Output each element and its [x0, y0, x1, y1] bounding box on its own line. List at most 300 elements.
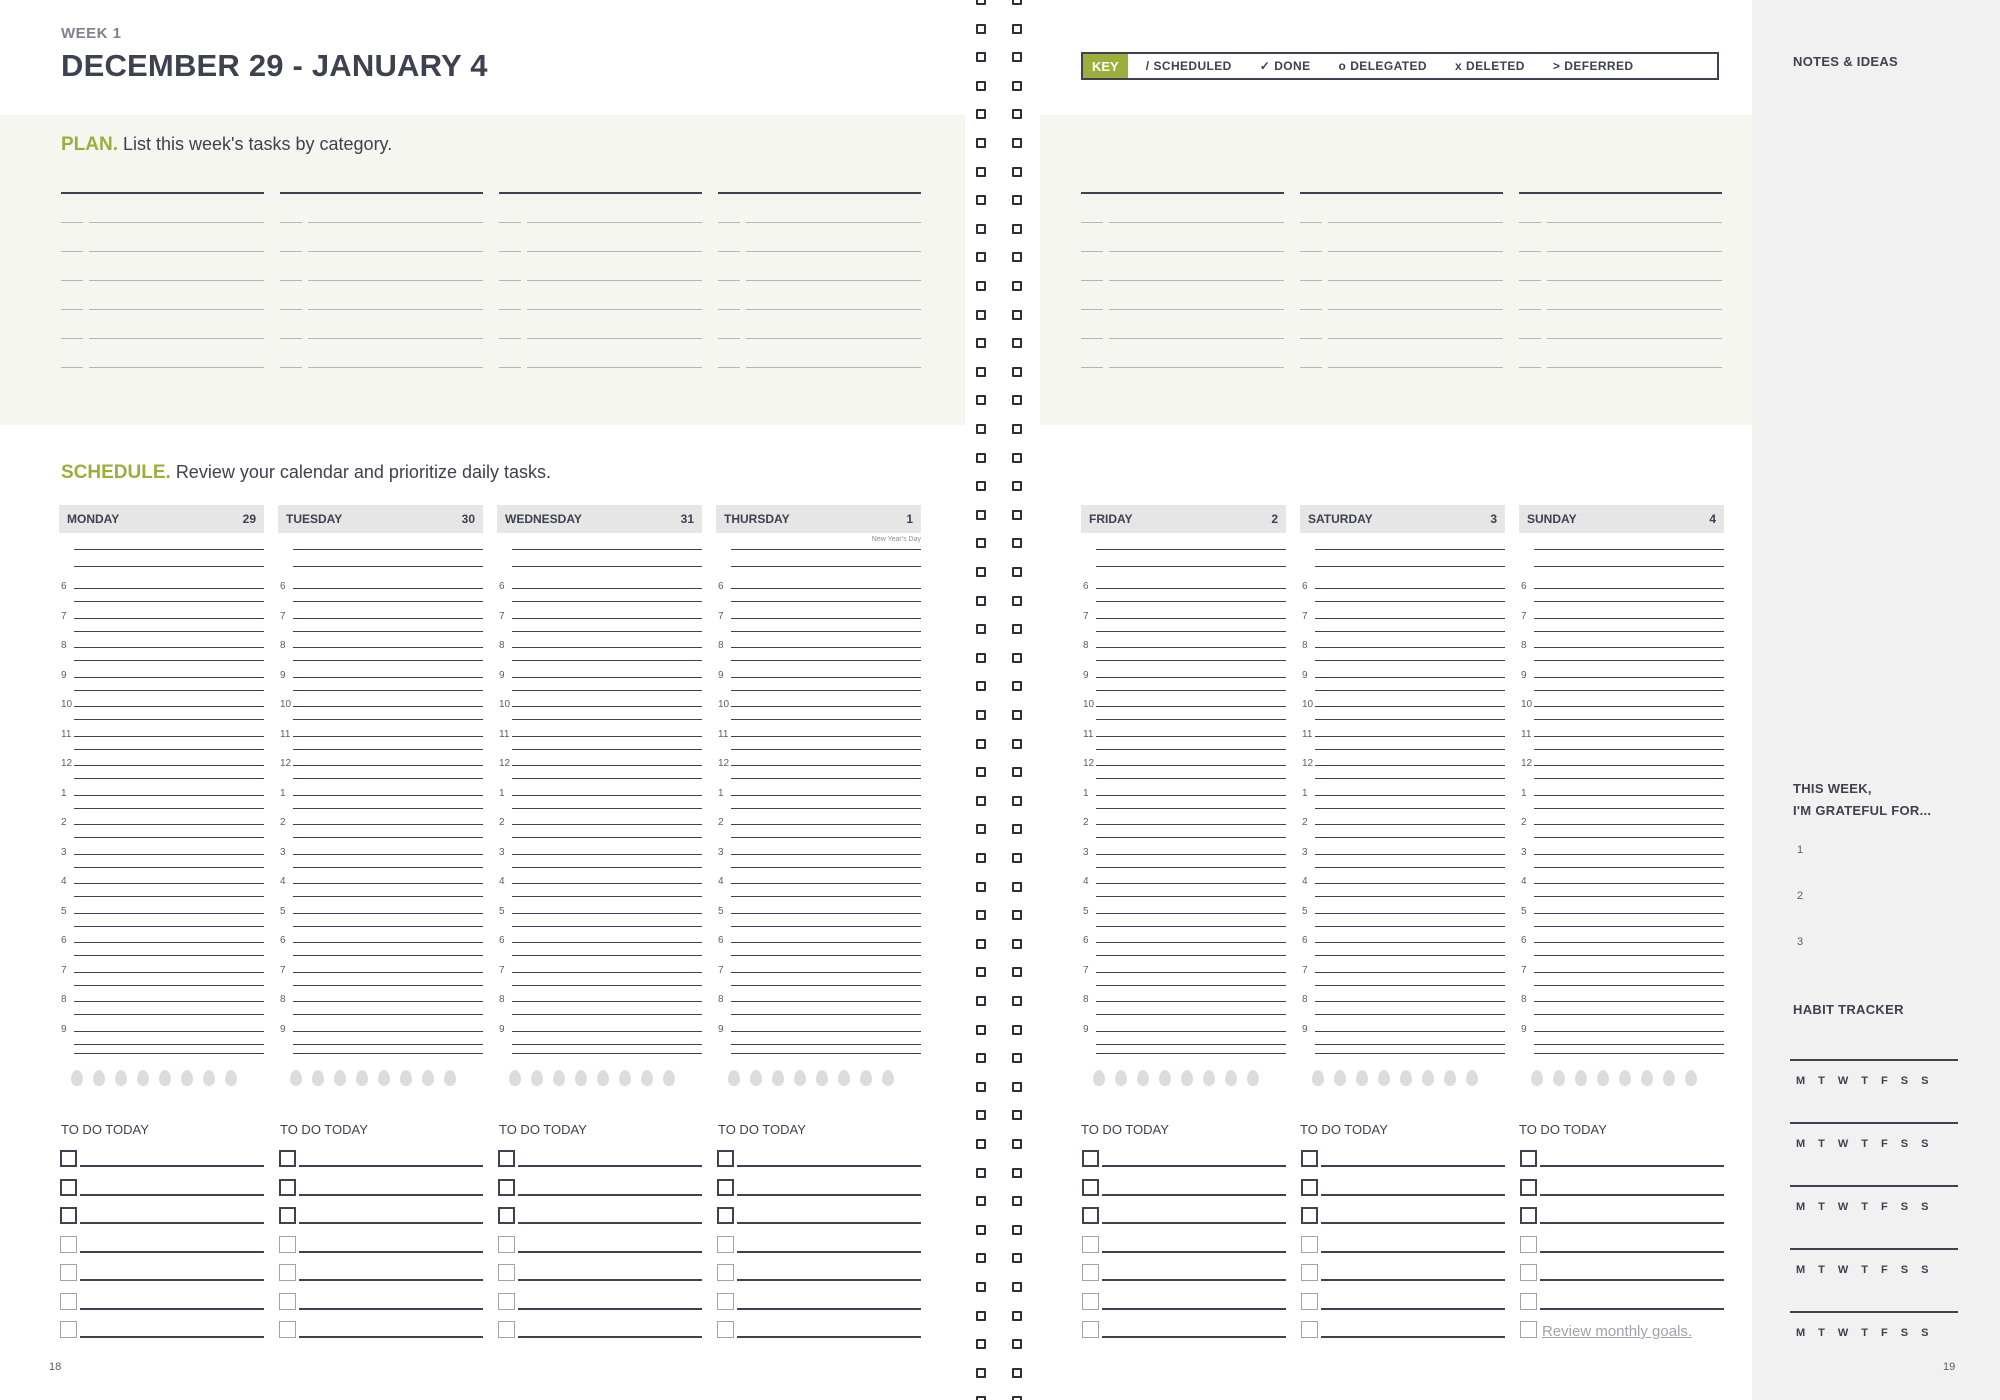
water-drop-icon[interactable] [356, 1070, 368, 1086]
water-drop-icon[interactable] [816, 1070, 828, 1086]
todo-checkbox[interactable] [717, 1264, 734, 1281]
water-drop-icon[interactable] [531, 1070, 543, 1086]
hour-label: 3 [61, 846, 67, 858]
water-drop-icon[interactable] [663, 1070, 675, 1086]
schedule-line [1315, 549, 1505, 550]
todo-line [299, 1222, 483, 1224]
water-drop-icon[interactable] [1225, 1070, 1237, 1086]
todo-checkbox[interactable] [279, 1321, 296, 1338]
todo-checkbox[interactable] [1520, 1264, 1537, 1281]
todo-checkbox[interactable] [498, 1207, 515, 1224]
day-header-saturday [1300, 505, 1505, 533]
plan-line [746, 309, 921, 310]
spiral-ring [976, 853, 986, 863]
day-name: SATURDAY [1308, 512, 1373, 526]
todo-checkbox[interactable] [717, 1321, 734, 1338]
plan-band-right [1040, 115, 1752, 425]
todo-checkbox[interactable] [717, 1293, 734, 1310]
water-drop-icon[interactable] [597, 1070, 609, 1086]
todo-checkbox[interactable] [498, 1264, 515, 1281]
water-drop-icon[interactable] [1641, 1070, 1653, 1086]
spiral-ring [1012, 567, 1022, 577]
circle-icon: o [1338, 59, 1347, 73]
water-drop-icon[interactable] [444, 1070, 456, 1086]
schedule-line [74, 549, 264, 550]
water-drop-icon[interactable] [1334, 1070, 1346, 1086]
hour-label: 8 [1302, 640, 1308, 651]
schedule-line [731, 926, 921, 927]
habit-day[interactable]: W [1837, 1138, 1849, 1150]
spiral-ring [976, 453, 986, 463]
schedule-line [293, 690, 483, 691]
habit-day[interactable]: T [1818, 1138, 1825, 1150]
water-drop-icon[interactable] [1181, 1070, 1193, 1086]
day-header-wednesday [497, 505, 702, 533]
habit-day[interactable]: F [1881, 1264, 1888, 1276]
water-drop-icon[interactable] [575, 1070, 587, 1086]
spiral-ring [1012, 424, 1022, 434]
todo-checkbox[interactable] [498, 1150, 515, 1167]
todo-checkbox[interactable] [1082, 1207, 1099, 1224]
water-drop-icon[interactable] [334, 1070, 346, 1086]
todo-checkbox[interactable] [1520, 1293, 1537, 1310]
todo-checkbox[interactable] [717, 1179, 734, 1196]
habit-days [1796, 1327, 1928, 1339]
habit-day[interactable]: M [1796, 1201, 1806, 1213]
todo-line [1321, 1251, 1505, 1253]
schedule-line [512, 985, 702, 986]
water-drop-icon[interactable] [159, 1070, 171, 1086]
todo-checkbox[interactable] [1520, 1236, 1537, 1253]
schedule-line [1315, 837, 1505, 838]
water-drop-icon[interactable] [1444, 1070, 1456, 1086]
habit-day[interactable]: T [1861, 1264, 1869, 1276]
plan-line [308, 367, 483, 368]
todo-checkbox[interactable] [1301, 1321, 1318, 1338]
spiral-ring [976, 1311, 986, 1321]
habit-day[interactable]: T [1861, 1201, 1869, 1213]
todo-line [80, 1336, 264, 1338]
habit-line [1790, 1248, 1958, 1250]
water-drop-icon[interactable] [1553, 1070, 1565, 1086]
hour-label: 6 [718, 935, 724, 946]
water-drop-icon[interactable] [181, 1070, 193, 1086]
todo-line [518, 1308, 702, 1310]
water-drop-icon[interactable] [728, 1070, 740, 1086]
water-drop-icon[interactable] [422, 1070, 434, 1086]
todo-checkbox[interactable] [1082, 1293, 1099, 1310]
schedule-line [731, 955, 921, 956]
grateful-number: 1 [1797, 844, 1804, 856]
schedule-line [293, 677, 483, 678]
water-drop-icon[interactable] [1378, 1070, 1390, 1086]
schedule-line [512, 647, 702, 648]
water-drop-icon[interactable] [553, 1070, 565, 1086]
schedule-line [1534, 736, 1724, 737]
schedule-line [1096, 601, 1286, 602]
habit-day[interactable]: T [1818, 1327, 1825, 1339]
todo-checkbox[interactable] [1301, 1179, 1318, 1196]
habit-row [1790, 1311, 1958, 1351]
schedule-line [1315, 955, 1505, 956]
habit-day[interactable]: T [1861, 1138, 1869, 1150]
water-drop-icon[interactable] [71, 1070, 83, 1086]
day-header-monday [59, 505, 264, 533]
water-drop-icon[interactable] [290, 1070, 302, 1086]
schedule-description: Review your calendar and prioritize daily tasks. [175, 462, 551, 482]
schedule-line [1315, 1001, 1505, 1002]
habit-day[interactable]: S [1900, 1138, 1909, 1150]
schedule-line [731, 837, 921, 838]
plan-bullet-line [1081, 338, 1103, 339]
water-drop-icon[interactable] [1466, 1070, 1478, 1086]
schedule-line [1534, 867, 1724, 868]
water-drop-icon[interactable] [203, 1070, 215, 1086]
hour-label: 1 [1302, 787, 1308, 799]
water-drop-icon[interactable] [750, 1070, 762, 1086]
plan-bullet-line [718, 222, 740, 223]
habit-day[interactable]: M [1796, 1327, 1806, 1339]
schedule-line [74, 913, 264, 914]
schedule-line [1534, 1053, 1724, 1054]
habit-day[interactable]: S [1900, 1264, 1909, 1276]
habit-day[interactable]: S [1900, 1201, 1909, 1213]
hour-label: 3 [1521, 846, 1527, 858]
schedule-line [293, 618, 483, 619]
todo-checkbox[interactable] [1301, 1207, 1318, 1224]
habit-day[interactable]: F [1881, 1075, 1888, 1087]
todo-checkbox[interactable] [1301, 1236, 1318, 1253]
water-drop-icon[interactable] [1400, 1070, 1412, 1086]
water-drop-icon[interactable] [619, 1070, 631, 1086]
habit-day[interactable]: M [1796, 1138, 1806, 1150]
todo-checkbox[interactable] [60, 1321, 77, 1338]
schedule-line [512, 631, 702, 632]
habit-row [1790, 1248, 1958, 1288]
schedule-line [293, 942, 483, 943]
schedule-line [1534, 1031, 1724, 1032]
hour-label: 9 [1302, 669, 1308, 681]
schedule-line [293, 913, 483, 914]
schedule-line [731, 896, 921, 897]
schedule-line [512, 867, 702, 868]
todo-checkbox[interactable] [60, 1179, 77, 1196]
plan-line [1328, 309, 1503, 310]
hour-label: 12 [718, 758, 730, 769]
hour-label: 5 [1521, 905, 1527, 917]
todo-checkbox[interactable] [60, 1293, 77, 1310]
schedule-line [293, 1001, 483, 1002]
spiral-ring [976, 1053, 986, 1063]
water-drop-icon[interactable] [312, 1070, 324, 1086]
todo-checkbox[interactable] [1520, 1179, 1537, 1196]
plan-band-left [0, 115, 965, 425]
todo-checkbox[interactable] [1520, 1321, 1537, 1338]
water-drop-icon[interactable] [1685, 1070, 1697, 1086]
habit-day[interactable]: M [1796, 1264, 1806, 1276]
habit-day[interactable]: T [1818, 1264, 1825, 1276]
todo-checkbox[interactable] [279, 1264, 296, 1281]
habit-day[interactable]: F [1881, 1201, 1888, 1213]
hour-label: 1 [1083, 787, 1089, 799]
habit-day[interactable]: S [1900, 1075, 1909, 1087]
day-header-thursday [716, 505, 921, 533]
schedule-line [1315, 601, 1505, 602]
water-drop-icon[interactable] [1159, 1070, 1171, 1086]
schedule-line [1315, 854, 1505, 855]
habit-day[interactable]: W [1837, 1327, 1849, 1339]
hour-label: 8 [718, 640, 724, 651]
schedule-line [731, 972, 921, 973]
schedule-line [1315, 647, 1505, 648]
schedule-line [1534, 588, 1724, 589]
spiral-ring [1012, 52, 1022, 62]
schedule-line [74, 1014, 264, 1015]
habit-day[interactable]: S [1900, 1327, 1909, 1339]
water-drop-icon[interactable] [509, 1070, 521, 1086]
plan-bullet-line [280, 367, 302, 368]
todo-checkbox[interactable] [60, 1207, 77, 1224]
todo-checkbox[interactable] [279, 1179, 296, 1196]
schedule-line [1315, 736, 1505, 737]
water-drop-icon[interactable] [794, 1070, 806, 1086]
habit-day[interactable]: T [1818, 1075, 1825, 1087]
schedule-line [512, 660, 702, 661]
plan-header-line [1519, 192, 1722, 194]
schedule-line [1315, 867, 1505, 868]
schedule-line [731, 942, 921, 943]
habit-day[interactable]: T [1861, 1327, 1869, 1339]
schedule-line [1096, 719, 1286, 720]
key-item-deleted [1455, 59, 1525, 73]
todo-checkbox[interactable] [498, 1293, 515, 1310]
habit-day[interactable]: F [1881, 1138, 1888, 1150]
schedule-line [512, 795, 702, 796]
habit-day[interactable]: F [1881, 1327, 1888, 1339]
hour-label: 7 [1083, 964, 1089, 976]
todo-checkbox[interactable] [1082, 1236, 1099, 1253]
water-drop-icon[interactable] [93, 1070, 105, 1086]
spiral-ring [1012, 1168, 1022, 1178]
water-drop-icon[interactable] [838, 1070, 850, 1086]
water-drop-icon[interactable] [1115, 1070, 1127, 1086]
todo-checkbox[interactable] [279, 1207, 296, 1224]
habit-day[interactable]: S [1921, 1327, 1929, 1339]
water-drop-icon[interactable] [1619, 1070, 1631, 1086]
water-drop-icon[interactable] [225, 1070, 237, 1086]
plan-bullet-line [61, 280, 83, 281]
schedule-line [74, 647, 264, 648]
key-label: DEFERRED [1564, 59, 1634, 73]
todo-checkbox[interactable] [1301, 1293, 1318, 1310]
water-drop-icon[interactable] [1137, 1070, 1149, 1086]
hour-label: 6 [61, 935, 67, 946]
todo-checkbox[interactable] [498, 1236, 515, 1253]
schedule-line [293, 955, 483, 956]
todo-checkbox[interactable] [1082, 1321, 1099, 1338]
todo-checkbox[interactable] [279, 1293, 296, 1310]
spiral-ring [976, 710, 986, 720]
schedule-line [1534, 808, 1724, 809]
water-drop-icon[interactable] [1575, 1070, 1587, 1086]
hour-label: 9 [61, 669, 67, 681]
schedule-line [731, 985, 921, 986]
todo-checkbox[interactable] [1301, 1264, 1318, 1281]
habit-day[interactable]: M [1796, 1075, 1806, 1087]
spiral-ring [976, 1339, 986, 1349]
water-drop-icon[interactable] [882, 1070, 894, 1086]
plan-bullet-line [499, 338, 521, 339]
water-drop-icon[interactable] [641, 1070, 653, 1086]
habit-day[interactable]: S [1921, 1264, 1929, 1276]
spiral-ring [1012, 1282, 1022, 1292]
habit-day[interactable]: T [1861, 1075, 1869, 1087]
hour-label: 11 [1302, 728, 1313, 740]
habit-day[interactable]: W [1837, 1201, 1849, 1213]
water-drop-icon[interactable] [137, 1070, 149, 1086]
schedule-line [512, 824, 702, 825]
page-number-left: 18 [49, 1361, 62, 1373]
todo-checkbox[interactable] [717, 1150, 734, 1167]
schedule-line [1315, 631, 1505, 632]
plan-bullet-line [61, 251, 83, 252]
water-drop-icon[interactable] [860, 1070, 872, 1086]
schedule-line [74, 955, 264, 956]
schedule-line [1096, 955, 1286, 956]
todo-checkbox[interactable] [717, 1236, 734, 1253]
todo-line [80, 1279, 264, 1281]
schedule-line [1096, 588, 1286, 589]
hour-label: 3 [718, 846, 724, 858]
plan-line [1109, 338, 1284, 339]
todo-checkbox[interactable] [60, 1236, 77, 1253]
spiral-ring [1012, 624, 1022, 634]
schedule-line [731, 913, 921, 914]
todo-checkbox[interactable] [1301, 1150, 1318, 1167]
hour-label: 6 [1083, 581, 1089, 592]
todo-checkbox[interactable] [1520, 1150, 1537, 1167]
water-drop-icon[interactable] [400, 1070, 412, 1086]
spiral-ring [1012, 453, 1022, 463]
plan-line [746, 280, 921, 281]
day-name: TUESDAY [286, 512, 343, 526]
spiral-ring [976, 1082, 986, 1092]
spiral-ring [1012, 1311, 1022, 1321]
hour-label: 2 [280, 817, 286, 828]
spiral-ring [976, 739, 986, 749]
review-goals-link[interactable]: Review monthly goals. [1542, 1323, 1693, 1340]
schedule-line [1315, 677, 1505, 678]
habit-day[interactable]: T [1818, 1201, 1825, 1213]
plan-bullet-line [1519, 367, 1541, 368]
hour-label: 7 [499, 610, 505, 622]
habit-day[interactable]: W [1837, 1075, 1849, 1087]
habit-day[interactable]: W [1837, 1264, 1849, 1276]
todo-checkbox[interactable] [60, 1264, 77, 1281]
schedule-line [74, 985, 264, 986]
water-drop-icon[interactable] [772, 1070, 784, 1086]
todo-line [1540, 1308, 1724, 1310]
hour-label: 8 [1521, 640, 1527, 651]
spiral-ring [976, 681, 986, 691]
water-drop-icon[interactable] [1422, 1070, 1434, 1086]
day-name: THURSDAY [724, 512, 790, 526]
hour-label: 10 [1302, 699, 1314, 710]
day-date: 3 [1490, 512, 1497, 526]
schedule-line [512, 942, 702, 943]
hour-label: 7 [1302, 964, 1308, 976]
water-drop-icon[interactable] [1203, 1070, 1215, 1086]
plan-line [308, 222, 483, 223]
todo-checkbox[interactable] [279, 1236, 296, 1253]
spiral-ring [1012, 195, 1022, 205]
schedule-line [1096, 618, 1286, 619]
hour-label: 2 [1521, 817, 1527, 828]
todo-line [299, 1336, 483, 1338]
schedule-line [74, 1053, 264, 1054]
todo-checkbox[interactable] [1082, 1150, 1099, 1167]
todo-checkbox[interactable] [1520, 1207, 1537, 1224]
todo-checkbox[interactable] [279, 1150, 296, 1167]
schedule-line [74, 1044, 264, 1045]
schedule-line [1315, 883, 1505, 884]
water-drop-icon[interactable] [115, 1070, 127, 1086]
schedule-line [1534, 677, 1724, 678]
schedule-line [293, 972, 483, 973]
water-drop-icon[interactable] [1312, 1070, 1324, 1086]
spiral-ring [1012, 681, 1022, 691]
schedule-line [512, 690, 702, 691]
plan-line [89, 222, 264, 223]
spiral-ring [1012, 109, 1022, 119]
habit-day[interactable]: S [1921, 1075, 1929, 1087]
schedule-line [1534, 647, 1724, 648]
habit-day[interactable]: S [1921, 1138, 1929, 1150]
todo-checkbox[interactable] [717, 1207, 734, 1224]
hour-label: 11 [499, 728, 510, 740]
water-tracker [728, 1070, 894, 1086]
water-drop-icon[interactable] [1531, 1070, 1543, 1086]
schedule-line [74, 690, 264, 691]
todo-checkbox[interactable] [498, 1179, 515, 1196]
habit-day[interactable]: S [1921, 1201, 1929, 1213]
todo-checkbox[interactable] [498, 1321, 515, 1338]
hour-label: 7 [499, 964, 505, 976]
todo-checkbox[interactable] [1082, 1179, 1099, 1196]
hour-label: 11 [1083, 728, 1094, 740]
spiral-ring [1012, 138, 1022, 148]
water-drop-icon[interactable] [1663, 1070, 1675, 1086]
schedule-line [512, 736, 702, 737]
schedule-line [731, 867, 921, 868]
schedule-line [1315, 690, 1505, 691]
todo-checkbox[interactable] [60, 1150, 77, 1167]
water-drop-icon[interactable] [378, 1070, 390, 1086]
schedule-line [74, 601, 264, 602]
plan-bullet-line [1519, 309, 1541, 310]
todo-checkbox[interactable] [1082, 1264, 1099, 1281]
schedule-line [731, 883, 921, 884]
water-drop-icon[interactable] [1247, 1070, 1259, 1086]
hour-label: 11 [61, 728, 72, 740]
water-drop-icon[interactable] [1356, 1070, 1368, 1086]
water-drop-icon[interactable] [1597, 1070, 1609, 1086]
todo-line [518, 1165, 702, 1167]
water-tracker [1093, 1070, 1259, 1086]
spiral-ring [1012, 796, 1022, 806]
water-drop-icon[interactable] [1093, 1070, 1105, 1086]
plan-line [746, 338, 921, 339]
